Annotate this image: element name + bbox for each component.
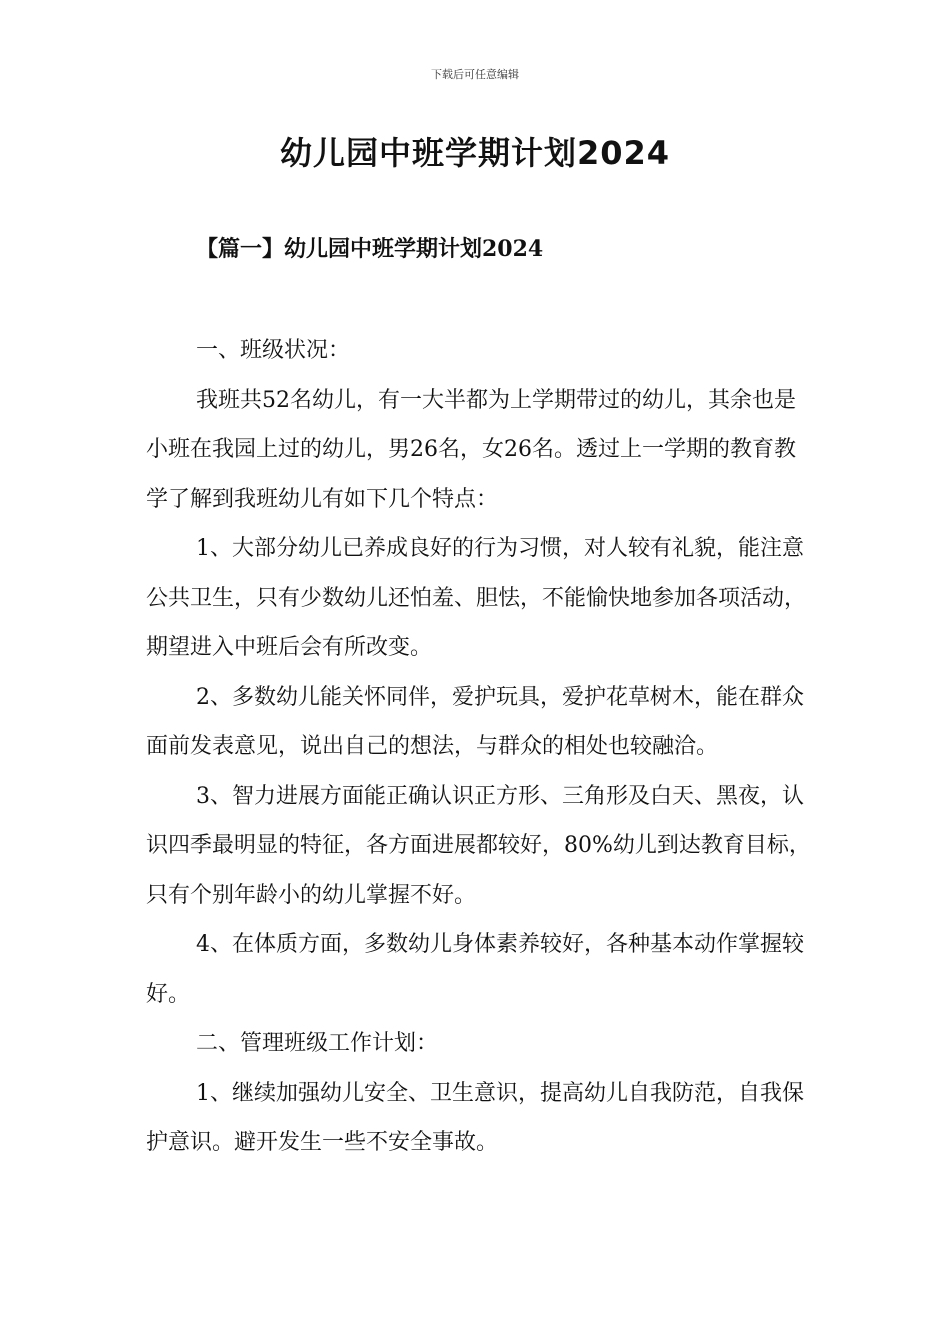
paragraph-management-1: 1、继续加强幼儿安全、卫生意识，提高幼儿自我防范，自我保护意识。避开发生一些不安全事故。 <box>146 1080 804 1155</box>
heading-class-status: 一、班级状况： <box>196 338 351 363</box>
paragraph-class-overview: 我班共52名幼儿，有一大半都为上学期带过的幼儿，其余也是小班在我园上过的幼儿，男26名，女26名。透过上一学期的教育教学了解到我班幼儿有如下几个特点： <box>146 387 796 512</box>
paragraph-point-4: 4、在体质方面，多数幼儿身体素养较好，各种基本动作掌握较好。 <box>146 932 804 1007</box>
section-heading: 【篇一】幼儿园中班学期计划2024 <box>196 236 544 262</box>
header-note: 下载后可任意编辑 <box>431 68 519 81</box>
paragraph-point-2: 2、多数幼儿能关怀同伴，爱护玩具，爱护花草树木，能在群众面前发表意见，说出自己的想法，与群众的相处也较融洽。 <box>146 684 804 759</box>
paragraph-point-1: 1、大部分幼儿已养成良好的行为习惯，对人较有礼貌，能注意公共卫生，只有少数幼儿还怕羞、胆怯，不能愉快地参加各项活动，期望进入中班后会有所改变。 <box>146 536 807 660</box>
paragraph-point-3: 3、智力进展方面能正确认识正方形、三角形及白天、黑夜，认识四季最明显的特征，各方面进展都较好，80%幼儿到达教育目标，只有个别年龄小的幼儿掌握不好。 <box>146 783 811 908</box>
document-title: 幼儿园中班学期计划2024 <box>279 134 671 172</box>
document-body <box>146 326 816 1168</box>
heading-class-management: 二、管理班级工作计划： <box>196 1031 439 1056</box>
